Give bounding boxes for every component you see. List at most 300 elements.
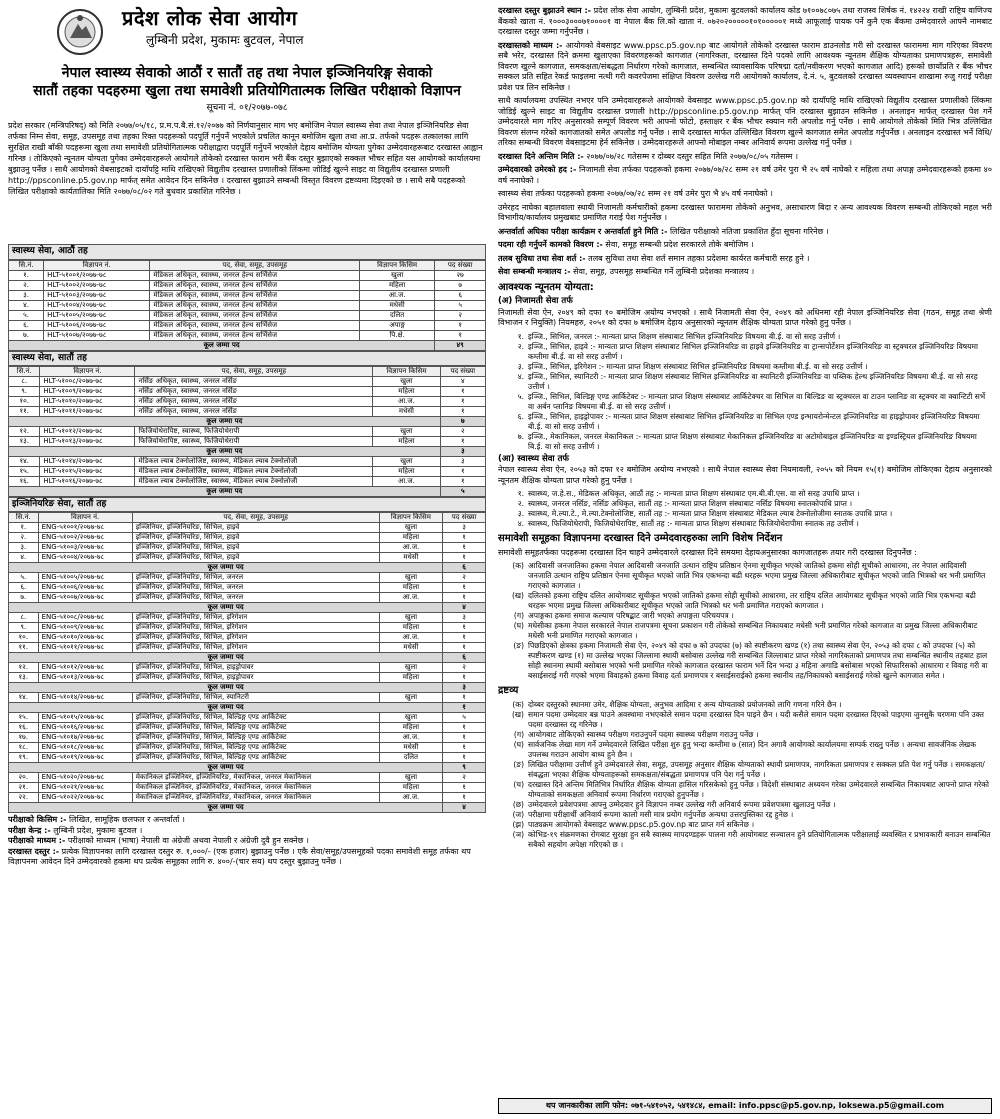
table-cell: १ (440, 396, 485, 406)
table-cell: २ (443, 663, 486, 673)
table-cell: १ (443, 783, 486, 793)
exam-center: लुम्बिनी प्रदेश, मुकामः बुटवल । (53, 825, 143, 835)
table-cell: इञ्जिनियर, इञ्जिनियरिङ, सिभिल, हाइड्रोपावर (132, 673, 379, 683)
table-cell: मधेसी (379, 743, 443, 753)
total-row (9, 603, 486, 613)
table-cell: १ (443, 633, 486, 643)
table-cell: HLT-५१०१६/२०७७-७८ (40, 476, 135, 486)
table-row (9, 376, 486, 386)
note-item (498, 760, 992, 780)
list-marker: (क) (512, 699, 524, 709)
list-text: स्वास्थ्य, मे.ल्या.टे., मे.ल्या.टेक्नोलोजिष्ट, सातौं तह :- मान्यता प्राप्त शिक्षण संस्थाबाट मेडिकल ल्याब टेक्नोलोजीमा स्नातक उपाधि प्राप्त । (528, 509, 893, 519)
table-cell: १ (443, 623, 486, 633)
table-cell: १ (435, 320, 486, 330)
table-cell: ३. (9, 290, 44, 300)
table-row (9, 723, 486, 733)
table-cell: ४ (440, 376, 485, 386)
list-marker: (ञ) (512, 829, 524, 839)
table-cell: खुला (359, 270, 434, 280)
table-cell: ४. (9, 553, 39, 563)
table-cell: पि.क्षे. (359, 330, 434, 340)
table-cell: महिला (379, 623, 443, 633)
total-value: ६ (443, 653, 486, 663)
table-cell: मेडिकल अधिकृत, स्वास्थ्य, जनरल हेल्थ सर्भिसेज (150, 320, 360, 330)
table-cell: ३ (440, 456, 485, 466)
total-value: ५ (440, 486, 485, 496)
list-marker: (क) (512, 561, 524, 571)
table-cell: इञ्जिनियर, इञ्जिनियरिङ, सिभिल, हाइवे (132, 533, 379, 543)
table-cell: नर्सिङ अधिकृत, स्वास्थ्य, जनरल नर्सिङ (135, 396, 373, 406)
table-cell: मधेसी (379, 643, 443, 653)
list-marker: (ख) (512, 709, 524, 719)
table-row (9, 533, 486, 543)
table-cell: दलित (379, 753, 443, 763)
table-row (9, 300, 486, 310)
inclusive-document-list (498, 561, 992, 681)
table-cell: १ (443, 673, 486, 683)
interview-label: अन्तर्वार्ता अघिका परीक्षा कार्यक्रम र अन्तर्वार्ता हुने मिति :- (498, 226, 668, 236)
list-text: उम्मेदवारले प्रवेशपत्रमा आफ्नु उम्मेदवार हुने विज्ञापन नम्बर उल्लेख गरी अनिवार्य रूपमा प्रवेशपत्रमा खुलाउनु पर्नेछ । (528, 799, 836, 809)
list-text: पाठ्यक्रम आयोगको वेबसाइट www.ppsc.p5.gov.np बाट प्राप्त गर्न सकिनेछ । (528, 819, 755, 829)
list-marker: (ग) (513, 729, 524, 739)
list-marker: ३. (517, 361, 524, 371)
ad-heading (8, 64, 486, 100)
total-label: कूल जम्मा पद (9, 763, 443, 773)
inclusive-intro: समावेशी समूहतर्फका पदहरूमा दरखास्त दिन चाहने उम्मेदवारले दरखास्त दिने समयमा देहायअनुसारका कागजातहरू तयार गरी दरखास्त दिनुपर्नेछ : (498, 547, 917, 557)
civil-qualification-item (498, 412, 992, 432)
table-cell: ENG-५१००५/२०७७-७८ (38, 573, 132, 583)
table-cell: महिला (379, 723, 443, 733)
table-cell: ENG-५१०१४/२०७७-७८ (38, 693, 132, 703)
section-title: स्वास्थ्य सेवा, आठौं तह (8, 244, 486, 259)
list-text: इञ्जि., सिभिल, स्यानिटरी :- मान्यता प्राप्त शिक्षण संस्थाबाट सिभिल इञ्जिनियरिङ वा स्यानिटरी इञ्जिनियरिङ वा पब्लिक हेल्थ इञ्जिनियरिङ विषयमा बी.ई. वा सो सरह उत्तीर्ण । (528, 371, 978, 391)
table-cell: इञ्जिनियर, इञ्जिनियरिङ, सिभिल, इरिगेशन (132, 613, 379, 623)
ministry-label: सेवा सम्बन्धी मन्त्रालय :- (498, 267, 571, 276)
vacancy-table (8, 260, 486, 351)
table-cell: २२. (9, 793, 39, 803)
civil-service-heading: (अ) निजामती सेवा तर्फ (498, 296, 573, 306)
list-text: समान पदमा उम्मेदवार बन्न पाउने अवस्थामा नभएकोले समान पदमा दरखास्त दिन पाइने छैन । यदी कसैले समान पदमा दरखास्त दिएको पाइएमा जुनसुकै चरणमा पनि उक्त पदमा दरखास्त रद्द गरिनेछ । (528, 709, 984, 729)
table-cell: इञ्जिनियर, इञ्जिनियरिङ, सिभिल, इरिगेशन (132, 643, 379, 653)
table-cell: १. (9, 523, 39, 533)
table-cell: HLT-५१००९/२०७७-७८ (40, 386, 135, 396)
section-title: इञ्जिनियरिङ सेवा, सातौं तह (8, 497, 486, 512)
table-row (9, 623, 486, 633)
intro-paragraph: प्रदेश सरकार (मन्त्रिपरिषद्) को मिति २०७७/०५/१८, प्र.म.प.बै.सं.१२/२०७७ को निर्णयानुसार माग भए बमोजिम नेपाल स्वास्थ्य सेवा तथा नेपाल इञ्जिनियरिङ सेवा तर्फका निम्न सेवा, समूह, उपसमूह तथा तहका रिक्त पदहरूको पदपूर्ति गर्नुपर्ने भएकोले प्रचलित कानून बमोजिम खुला तथा आ.प्र. तर्फको पदहरू तत्कालका लागि सुरक्षित राखी बाँकी पदहरूमा खुला तथा समावेशी प्रतियोगितात्मक परीक्षाद्वारा पदपूर्ति गर्नुपर्ने भएकोले देहाय बमोजिम योग्यता पुगेका उम्मेदवारहरूबाट दरखास्त आह्वान गरिन्छ । तोकिएको न्यूनतम योग्यता पुगेका उम्मेदवारहरूले आयोगले तोकेको दरखास्त फाराम भरी बैंक दस्तुर बुझाएको सक्कल भौचर सहित यस आयोगको कार्यालयमा बुझाउनु पर्नेछ । साथै आयोगको वेबसाइटको दायाँपट्टि माथि राखिएको विद्युतीय दरखास्त प्रणालीको लिंकमा जोडिई खुल्ने साइट वा विद्युतीय दरखास्त प्रणाली http://ppsconline.p5.gov.np मार्फत् समेत आवेदन दिन सकिनेछ । दरखास्त बुझाउने सम्बन्धी विस्तृत विवरण द्रष्टव्यमा दिइएको छ । साथै सबै पदहरूको लिखित परीक्षाको कार्यतालिका मिति २०७७/०८/०२ गते बुधवार प्रकाशित गरिनेछ । (8, 121, 483, 197)
total-label: कूल जम्मा पद (9, 563, 443, 573)
table-cell: २. (9, 280, 44, 290)
list-marker: (ज) (512, 809, 524, 819)
note-item (498, 820, 992, 830)
table-cell: मेडिकल अधिकृत, स्वास्थ्य, जनरल हेल्थ सर्भिसेज (150, 290, 360, 300)
table-cell: ५ (443, 713, 486, 723)
list-text: सार्वजनिक लेखा माग गर्ने उम्मेदवारले लिखित परीक्षा शुरु हुनु भन्दा कम्तीमा ७ (सात) दिन अगावै आयोगको कार्यालयमा सम्पर्क राख्नु पर्नेछ । अन्यथा सावर्जनिक लेखक उपलब्ध गराउन आयोग बाध्य हुने छैन । (528, 739, 976, 759)
total-row (9, 653, 486, 663)
total-label: कूल जम्मा पद (9, 683, 443, 693)
table-cell: महिला (373, 466, 440, 476)
table-cell: ENG-५१००१/२०७७-७८ (38, 523, 132, 533)
table-row (9, 583, 486, 593)
table-cell: महिला (379, 583, 443, 593)
fee-place-label: दरखास्त दस्तुर बुझाउने स्थान :- (498, 6, 591, 15)
table-cell: मेडिकल अधिकृत, स्वास्थ्य, जनरल हेल्थ सर्भिसेज (150, 280, 360, 290)
total-row (9, 683, 486, 693)
table-cell: मेडिकल अधिकृत, स्वास्थ्य, जनरल हेल्थ सर्भिसेज (150, 300, 360, 310)
table-cell: इञ्जिनियर, इञ्जिनियरिङ, सिभिल, जनरल (132, 583, 379, 593)
table-cell: मेकानिकल इञ्जिनियर, इञ्जिनियरिङ, मेकानिकल, जनरल मेकानिकल (132, 793, 379, 803)
list-text: इञ्जि., सिभिल, इरिगेशन :- मान्यता प्राप्त शिक्षण संस्थाबाट सिभिल इञ्जिनियरिङ विषयमा कम्तीमा बी.ई. वा सो सरह उत्तीर्ण । (528, 361, 868, 371)
table-cell: HLT-५१०१२/२०७७-७८ (40, 426, 135, 436)
table-cell: २०. (9, 773, 39, 783)
civil-qualification-item (498, 332, 992, 342)
column-header: पद संख्या (443, 513, 486, 523)
list-marker: (छ) (512, 799, 524, 809)
note-item (498, 810, 992, 820)
table-row (9, 396, 486, 406)
table-cell: HLT-५१००७/२०७७-७८ (44, 330, 150, 340)
list-text: परीक्षामा परीक्षार्थी अनिवार्य रूपमा कालो मसी मात्र प्रयोग गर्नुपर्नेछ अन्यथा उत्तरपुस्तिका रद्द हुनेछ । (528, 809, 794, 819)
table-cell: दलित (359, 310, 434, 320)
table-cell: १ (443, 733, 486, 743)
ad-heading-line-1: नेपाल स्वास्थ्य सेवाको आठौं र सातौं तह तथा नेपाल इञ्जिनियरिङ्ग सेवाको (61, 65, 433, 81)
fee-place-text: प्रदेश लोक सेवा आयोग, लुम्बिनी प्रदेश, मुकामः बुटवलको कार्यालय कोड ७१००७८०७५ तथा राजस्व शिर्षक नं. १४२२४ राखी राष्ट्रिय वाणिज्य बैंकको खाता नं. १०००३०००७१००००१ वा नेपाल बैंक लि.को खाता नं. ०७२०२०००००१०१०००००१ मध्ये आफूलाई पायक पर्ने कुनै एक बैंकमा उम्मेदवारले आफ्नै नामबाट दरखास्त दस्तुर जम्मा गर्नुपर्नेछ । (498, 6, 992, 36)
ad-heading-line-2: सातौं तहका पदहरुमा खुला तथा समावेशी प्रतियोगितात्मक लिखित परीक्षाको विज्ञापन (33, 83, 461, 99)
table-cell: १ (443, 693, 486, 703)
list-marker: २. (517, 341, 524, 351)
vacancy-tables (8, 244, 486, 813)
table-cell: इञ्जिनियर, इञ्जिनियरिङ, सिभिल, जनरल (132, 573, 379, 583)
table-cell: नर्सिङ अधिकृत, स्वास्थ्य, जनरल नर्सिङ (135, 376, 373, 386)
table-row (9, 543, 486, 553)
table-row (9, 573, 486, 583)
table-cell: मेडिकल अधिकृत, स्वास्थ्य, जनरल हेल्थ सर्भिसेज (150, 270, 360, 280)
note-item (498, 780, 992, 800)
table-cell: नर्सिङ अधिकृत, स्वास्थ्य, जनरल नर्सिङ (135, 406, 373, 416)
table-cell: २ (443, 773, 486, 783)
column-header: विज्ञापन किसिम (359, 260, 434, 270)
vacancy-table (8, 366, 486, 497)
table-cell: मेडिकल अधिकृत, स्वास्थ्य, जनरल हेल्थ सर्भिसेज (150, 330, 360, 340)
exam-fee: प्रत्येक विज्ञापनका लागि दरखास्त दस्तुर रु. १,०००/- (एक हजार) बुझाउनु पर्नेछ । एकै सेवा/समूह/उपसमूहको पदका समावेशी समूह तर्फका थप विज्ञापनमा आवेदन दिने उम्मेदवारको हकमा थप प्रत्येक समूहका लागि रु. ४००/-(चार सय) थप दस्तुर बुझाउनु पर्नेछ । (8, 846, 471, 866)
list-marker: ३. (517, 509, 524, 519)
table-row (9, 466, 486, 476)
table-cell: खुला (373, 376, 440, 386)
table-cell: ENG-५१०१७/२०७७-७८ (38, 733, 132, 743)
total-value: ४ (443, 803, 486, 813)
table-cell: २१. (9, 783, 39, 793)
table-row (9, 330, 486, 340)
total-value: १ (443, 703, 486, 713)
right-column (498, 6, 992, 1114)
table-cell: इञ्जिनियर, इञ्जिनियरिङ, सिभिल, बिल्डिङ्ग एण्ड आर्किटेक्ट (132, 753, 379, 763)
table-cell: इञ्जिनियर, इञ्जिनियरिङ, सिभिल, इरिगेशन (132, 623, 379, 633)
table-cell: १८. (9, 743, 39, 753)
table-cell: ENG-५१०२०/२०७७-७८ (38, 773, 132, 783)
total-label: कूल जम्मा पद (9, 803, 443, 813)
health-service-heading: (आ) स्वास्थ्य सेवा तर्फ (498, 453, 569, 464)
qualification-heading: आवश्यक न्यूनतम योग्यता: (498, 281, 594, 293)
list-marker: ७. (517, 431, 524, 441)
table-cell: ENG-५१००९/२०७७-७८ (38, 623, 132, 633)
table-cell: मेकानिकल इञ्जिनियर, इञ्जिनियरिङ, मेकानिकल, जनरल मेकानिकल (132, 783, 379, 793)
inclusive-document-item (498, 591, 992, 611)
table-cell: २ (435, 310, 486, 320)
table-cell: इञ्जिनियर, इञ्जिनियरिङ, सिभिल, जनरल (132, 593, 379, 603)
table-cell: १२. (9, 663, 39, 673)
org-name: प्रदेश लोक सेवा आयोग (122, 6, 298, 30)
last-date-label: दरखास्त दिने अन्तिम मिति :- (498, 151, 584, 161)
total-row (9, 446, 486, 456)
pay-info (498, 254, 992, 265)
nepal-emblem-icon (56, 8, 104, 56)
civil-service-intro: निजामती सेवा ऐन, २०४९ को दफा १० बमोजिम अयोग्य नभएको । साथै निजामती सेवा ऐन, २०४९ को अधिनमा रही नेपाल इञ्जिनियरिङ सेवा (गठन, समूह तथा श्रेणी विभाजन र नियुक्ति) नियमहरु, २०५१ को दफा ७ बमोजिम देहाय अनुसारको न्यूनतम शैक्षिक योग्यता प्राप्त गरेको हुनु पर्नेछ । (498, 307, 992, 328)
list-text: आयोगबाट तोकिएको स्वास्थ्य परीक्षण गराउनुपर्ने पदमा स्वास्थ्य परीक्षण गराउनु पर्नेछ । (528, 729, 759, 739)
vacancy-table (8, 512, 486, 813)
table-row (9, 613, 486, 623)
total-value: ३ (443, 683, 486, 693)
column-header: सि.नं. (9, 513, 39, 523)
table-cell: १ (443, 753, 486, 763)
table-cell: HLT-५१०१५/२०७७-७८ (40, 466, 135, 476)
table-cell: मेडिकल ल्याब टेक्नोलोजिष्ट, स्वास्थ्य, मेडिकल ल्याब टेक्नोलोजी (135, 466, 373, 476)
exam-medium-label: परीक्षाको माध्यम :- (8, 836, 66, 845)
total-row (9, 486, 486, 496)
table-row (9, 713, 486, 723)
list-text: दलितको हकमा राष्ट्रिय दलित आयोगबाट सूचीकृत भएको जातिको हकमा सोही सूचीको आधारमा, तर राष्ट्रिय दलित आयोगबाट सूचीकृत भएको जाति भित्र एकभन्दा बढी थरहरू भएमा प्रमुख जिल्ला अधिकारीबाट सूचीकृत भएको जाति भित्रको थर भनी प्रमाणित गराएको कागजात । (528, 591, 976, 611)
list-marker: (ग) (513, 611, 524, 621)
table-row (9, 693, 486, 703)
table-cell: ENG-५१००८/२०७७-७८ (38, 613, 132, 623)
last-date (498, 152, 992, 163)
age-label: उम्मेदवारको उमेरको हद :- (498, 165, 577, 174)
total-row (9, 763, 486, 773)
table-cell: मेडिकल ल्याब टेक्नोलोजिष्ट, स्वास्थ्य, मेडिकल ल्याब टेक्नोलोजी (135, 456, 373, 466)
table-cell: HLT-५१००६/२०७७-७८ (44, 320, 150, 330)
table-cell: ८. (9, 376, 40, 386)
list-text: इञ्जि., मेकानिकल, जनरल मेकानिकल :- मान्यता प्राप्त शिक्षण संस्थाबाट मेकानिकल इञ्जिनियरिङ वा अटोमोबाइल इञ्जिनियरिङ वा इण्डस्ट्रियल इञ्जिनियरिङ विषयमा बि.ई. वा सो सरह उत्तीर्ण । (528, 431, 977, 451)
table-cell: ९. (9, 623, 39, 633)
table-cell: HLT-५१००३/२०७७-७८ (44, 290, 150, 300)
inclusive-document-item (498, 641, 992, 681)
table-cell: १ (443, 643, 486, 653)
table-cell: इञ्जिनियर, इञ्जिनियरिङ, सिभिल, हाइवे (132, 553, 379, 563)
health-qualification-item (498, 519, 992, 529)
column-header: पद, सेवा, समूह, उपसमूह (135, 366, 373, 376)
table-cell: इञ्जिनियर, इञ्जिनियरिङ, सिभिल, स्यानिटरी (132, 693, 379, 703)
age-limit (498, 165, 992, 186)
total-value: ४ (443, 603, 486, 613)
column-header: विज्ञापन किसिम (373, 366, 440, 376)
table-cell: १ (443, 793, 486, 803)
table-row (9, 553, 486, 563)
table-cell: आ.ज. (359, 290, 434, 300)
notes-list (498, 700, 992, 850)
table-cell: ENG-५१००६/२०७७-७८ (38, 583, 132, 593)
table-cell: २ (443, 573, 486, 583)
table-cell: १ (443, 533, 486, 543)
total-value: ९ (443, 763, 486, 773)
table-cell: १७. (9, 733, 39, 743)
table-row (9, 406, 486, 416)
total-label: कूल जम्मा पद (9, 416, 441, 426)
table-cell: १९. (9, 753, 39, 763)
table-cell: १ (443, 723, 486, 733)
inclusive-document-item (498, 621, 992, 641)
list-marker: १. (517, 489, 524, 499)
table-cell: महिला (373, 436, 440, 446)
table-cell: ३ (443, 613, 486, 623)
list-text: दोब्बर दस्तुरको स्थानमा उमेर, शैक्षिक योग्यता, अनुभव आदिमा र अन्य योग्यताको प्रयोजनको लागि गणना गरिने छैन । (528, 699, 842, 709)
table-cell: आ.ज. (379, 793, 443, 803)
table-cell: मेकानिकल इञ्जिनियर, इञ्जिनियरिङ, मेकानिकल, जनरल मेकानिकल (132, 773, 379, 783)
pay-label: तलब सुविधा तथा सेवा शर्त :- (498, 253, 586, 263)
table-row (9, 310, 486, 320)
total-value: ६ (443, 563, 486, 573)
column-header: पद, सेवा, समूह, उपसमूह (132, 513, 379, 523)
table-row (9, 663, 486, 673)
table-cell: १ (443, 553, 486, 563)
table-row (9, 290, 486, 300)
table-cell: मधेसी (373, 406, 440, 416)
column-header: विज्ञापन नं. (38, 513, 132, 523)
table-cell: नर्सिङ अधिकृत, स्वास्थ्य, जनरल नर्सिङ (135, 386, 373, 396)
table-cell: १२. (9, 426, 40, 436)
table-row (9, 633, 486, 643)
total-label: कूल जम्मा पद (9, 603, 443, 613)
left-column (8, 6, 486, 1114)
inclusive-document-item (498, 611, 992, 621)
list-text: इञ्जि., सिभिल, जनरल :- मान्यता प्राप्त शिक्षण संस्थाबाट सिभिल इञ्जिनियरिङ विषयमा बी.ई. वा सो सरह उत्तीर्ण । (528, 331, 841, 341)
list-marker: (झ) (512, 819, 524, 829)
age-text-3: उमेरहद नाघेका बहालवाला स्थायी निजामती कर्मचारीको हकमा दरखास्त फाराममा तोकेको अनुभव, असाधारण बिदा र अन्य आवश्यक विवरण सम्बन्धी तोकिएको महल भरी विभागीय/कार्यालय प्रमुखबाट प्रमाणित गराई पेश गर्नुपर्नेछ । (498, 202, 992, 222)
table-cell: ११. (9, 406, 40, 416)
exam-center-label: परीक्षा केन्द्र :- (8, 825, 51, 835)
inclusive-heading: समावेशी समूहका विज्ञापनमा दरखास्त दिने उम्मेदवारहरुका लागि विशेष निर्देशन (498, 533, 783, 545)
table-cell: १ (440, 466, 485, 476)
column-header: पद संख्या (435, 260, 486, 270)
list-marker: (च) (513, 779, 524, 789)
table-header-row (9, 260, 486, 270)
table-row (9, 783, 486, 793)
list-marker: ६. (517, 411, 524, 421)
table-cell: HLT-५१०११/२०७७-७८ (40, 406, 135, 416)
table-cell: १४. (9, 456, 40, 466)
table-cell: HLT-५१००१/२०७७-७८ (44, 270, 150, 280)
table-cell: ७. (9, 330, 44, 340)
table-cell: ३ (443, 523, 486, 533)
table-cell: खुला (379, 713, 443, 723)
table-cell: २७ (435, 270, 486, 280)
list-text: इञ्जि., सिभिल, हाइड्रोपावर :- मान्यता प्राप्त शिक्षण संस्थाबाट सिभिल इञ्जिनियरिङ वा सिभिल एण्ड इन्भायरोन्मेन्टल इञ्जिनियरिङ वा हाइड्रोपावर इञ्जिनियरिङ विषयमा बी.ई. वा सो सरह उत्तीर्ण । (528, 411, 980, 431)
health-qualification-item (498, 489, 992, 499)
table-cell: फिजियोथेरापिष्ट, स्वास्थ्य, फिजियोथेरापी (135, 436, 373, 446)
exam-fee-label: दरखास्त दस्तुर :- (8, 846, 60, 856)
table-cell: १ (443, 593, 486, 603)
list-text: स्वास्थ्य, जनरल नर्सिङ, नर्सिङ अधिकृत, सातौं तह :- मान्यता प्राप्त शिक्षण संस्थाबाट नर्सिङ विषयमा स्नातकोपाधि प्राप्त । (528, 499, 853, 509)
note-item (498, 740, 992, 760)
last-date-text: २०७७/०७/२८ गतेसम्म र दोब्बर दस्तुर सहित मिति २०७७/०८/०५ गतेसम्म । (586, 151, 799, 161)
table-row (9, 280, 486, 290)
table-cell: ६ (435, 290, 486, 300)
table-cell: १०. (9, 396, 40, 406)
civil-qualification-item (498, 432, 992, 452)
table-cell: ENG-५१००३/२०७७-७८ (38, 543, 132, 553)
total-label: कूल जम्मा पद (9, 653, 443, 663)
total-row (9, 803, 486, 813)
list-text: आदिवासी जनजातिका हकमा नेपाल आदिवासी जनजाति उत्थान राष्ट्रिय प्रतिष्ठान ऐनमा सूचीकृत भएको जातिको हकमा सोही सूचीको आधारमा, तर नेपाल आदिवासी जनजाति उत्थान राष्ट्रिय प्रतिष्ठान ऐनमा सूचीकृत भएको जाति भित्र एकभन्दा बढी थरहरू भएमा प्रमुख जिल्ला अधिकारीबाट सूचीकृत भएको जाति भित्रको थर भनी प्रमाणित गराएको कागजात । (528, 561, 986, 591)
table-cell: २. (9, 533, 39, 543)
total-label: कूल जम्मा पद (9, 340, 435, 350)
interview-text: लिखित परीक्षाको नतिजा प्रकाशित हुँदा सूचना गरिनेछ । (669, 226, 829, 236)
table-cell: १६. (9, 723, 39, 733)
list-text: इञ्जि., सिभिल, बिल्डिङ्ग एण्ड आर्किटेक्ट :- मान्यता प्राप्त शिक्षण संस्थाबाट आर्किटेक्चर वा सिभिल वा बिल्डिङ वा स्ट्रक्चरल वा टाउन प्लानिङ वा स्ट्रक्चर वा क्वान्टिटी सर्भे वा अर्बन प्लानिङ विषयमा बी.ई. वा सो सरह उत्तीर्ण । (528, 391, 986, 411)
note-item (498, 800, 992, 810)
table-cell: १ (443, 743, 486, 753)
list-text: दरखास्त दिने अन्तिम मितिभित्र निर्धारित शैक्षिक योग्यता हासिल गरिसकेको हुनु पर्नेछ । विदेशी संस्थाबाट अध्ययन गरेका उम्मेदवारले सम्बन्धित निकायबाट आफ्नो प्राप्त गरेको योग्यताको समकक्षता अनिवार्य रूपमा निर्धारण गराएको हुनुपर्नेछ । (528, 779, 989, 799)
table-cell: १४. (9, 693, 39, 703)
table-cell: १ (440, 386, 485, 396)
list-text: पिछडिएको क्षेत्रका हकमा निजामती सेवा ऐन, २०४९ को दफा ७ को उपदफा (७) को स्पष्टीकरण खण्ड (१) तथा स्वास्थ्य सेवा ऐन, २०५३ को दफा ८ को उपदफा (५) को स्पष्टीकरण खण्ड (१) मा उल्लेख भएका जिल्लामा स्थायी बसोबास उल्लेख गरी सम्बन्धित जिल्लाबाट प्राप्त गरेको नागरिकताको प्रमाणपत्र तथा सम्बन्धित स्थानीय तहबाट हाल सोही स्थानमा स्थायी बसोबास भएको भनी प्रमाणित गरेको कागजात दरखास्त फाराम भर्ने दिन भन्दा ३ महिना अगाडि बसोबास भएको सिफारिसको आधारमा र विवाह गरी वा बसाईसराई गरी गएको भएमा विवाहको हकमा विवाह दर्ता प्रमाणपत्र र बसाईसराईको हकमा स्थानीय तह/निकायको बसाईसराई गरेको खुल्ने कागजात समेत । (528, 641, 988, 681)
table-cell: खुला (373, 426, 440, 436)
column-header: पद संख्या (440, 366, 485, 376)
civil-qualification-item (498, 362, 992, 372)
table-cell: ११. (9, 643, 39, 653)
table-cell: मधेसी (359, 300, 434, 310)
notice-number: सूचना नं. ०१/२०७७-०७८ (206, 103, 288, 113)
table-row (9, 743, 486, 753)
total-label: कूल जम्मा पद (9, 446, 441, 456)
header-titles (122, 6, 304, 48)
list-marker: ४. (517, 519, 524, 529)
column-header: सि.नं. (9, 260, 44, 270)
duty-info (498, 240, 992, 251)
notes-heading: द्रष्टव्य (498, 685, 519, 697)
table-cell: आ.ज. (379, 593, 443, 603)
table-cell: खुला (379, 573, 443, 583)
list-text: अपाङ्गका हकमा समाज कल्याण परिषद्बाट जारी भएको अपाङ्गता परिचयपत्र । (528, 611, 734, 621)
table-row (9, 643, 486, 653)
table-cell: HLT-५१००८/२०७७-७८ (40, 376, 135, 386)
table-cell: आ.ज. (373, 476, 440, 486)
list-marker: ५. (517, 391, 524, 401)
list-marker: २. (517, 499, 524, 509)
list-marker: (घ) (513, 621, 524, 631)
table-cell: HLT-५१०१३/२०७७-७८ (40, 436, 135, 446)
table-cell: महिला (379, 673, 443, 683)
civil-qualification-item (498, 392, 992, 412)
total-value: ४९ (435, 340, 486, 350)
table-cell: ENG-५१०१३/२०७७-७८ (38, 673, 132, 683)
civil-qualification-item (498, 342, 992, 362)
apply-text-2: साथै कार्यालयमा उपस्थित नभएर पनि उम्मेदवारहरूले आयोगको वेबसाइट www.ppsc.p5.gov.np को दायाँपट्टि माथि राखिएको विद्युतीय दरखास्त प्रणालीको लिंकमा जोडिई खुल्ने साइट वा विद्युतीय दरखास्त प्रणाली http://ppsconline.p5.gov.np मार्फत् पनि दरखास्त बुझाउन सकिनेछ । अनलाइन मार्फत् दरखास्त पेश गर्ने उम्मेदवारले माग गरिए अनुसारको सम्पूर्ण विवरण भरी आफ्नो फोटो, हस्ताक्षर र बैंक भौचर स्क्यान गरी अपलोड गर्नु पर्नेछ । साथै आयोगले तोकेको मिति भित्र उल्लिखित विवरण संलग्न गरेको कागजातको समेत अपलोड गर्नु पर्नेछ । साथै दरखास्त मार्फत उल्लिखित विवरण खुल्ने कागजात समेत अपलोड गर्नुपर्नेछ । अनलाइन दरखास्त भर्ने विधि/तरिका सम्बन्धी विवरण वेबसाइटमा हेर्न सकिनेछ । उम्मेदवारहरूले आफ्नो मोबाइल नम्बर अनिवार्य रूपमा उल्लेख गर्नु पर्नेछ । (498, 96, 992, 147)
table-row (9, 476, 486, 486)
total-row (9, 416, 486, 426)
age-text-2: स्वास्थ्य सेवा तर्फका पदहरूको हकमा २०७७/०७/२८ सम्म २१ वर्ष उमेर पुरा भै ४५ वर्ष ननाघेको । (498, 189, 773, 198)
table-cell: महिला (379, 533, 443, 543)
total-value: ३ (440, 446, 485, 456)
table-cell: ७. (9, 593, 39, 603)
table-cell: इञ्जिनियर, इञ्जिनियरिङ, सिभिल, हाइड्रोपावर (132, 663, 379, 673)
exam-medium: परीक्षाको माध्यम (भाषा) नेपाली वा अंग्रेजी अथवा नेपाली र अंग्रेजी दुवै हुन सक्नेछ । (67, 836, 309, 845)
table-row (9, 593, 486, 603)
list-marker: १. (517, 331, 524, 341)
table-cell: ENG-५१००४/२०७७-७८ (38, 553, 132, 563)
duty-label: पदमा रही गर्नुपर्ने कामको विवरण :- (498, 240, 603, 249)
table-cell: HLT-५१००५/२०७७-७८ (44, 310, 150, 320)
table-cell: ENG-५१०२१/२०७७-७८ (38, 783, 132, 793)
column-header: सि.नं. (9, 366, 40, 376)
list-marker: ४. (517, 371, 524, 381)
